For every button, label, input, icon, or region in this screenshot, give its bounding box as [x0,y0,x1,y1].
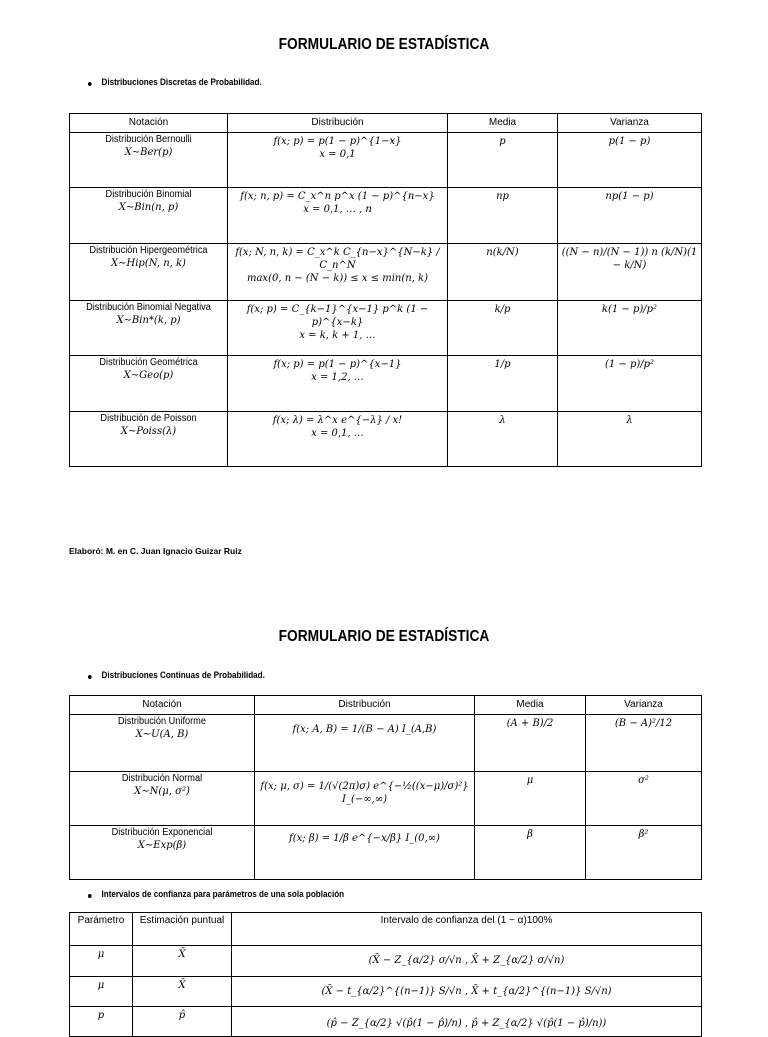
variance-cell: (1 − p)/p² [558,356,702,412]
mean-cell: p [448,133,558,188]
variance-cell: k(1 − p)/p² [558,301,702,356]
header-cell: Estimación puntual [133,913,232,946]
header-cell: Media [475,696,586,715]
mean-cell: λ [448,412,558,467]
table-row [70,244,702,301]
table-row [70,946,702,977]
table-row [70,772,702,826]
mean-cell: 1/p [448,356,558,412]
table-row [70,133,702,188]
section-heading: Distribuciones Discretas de Probabilidad. [88,77,262,87]
header-cell: Media [448,114,558,133]
notation-cell: Distribución Hipergeométrica X∼Hip(N, n, k) [70,244,228,301]
mean-cell: k/p [448,301,558,356]
page-title: FORMULARIO DE ESTADÍSTICA [278,628,490,645]
mean-cell: μ [475,772,586,826]
estimate-cell: X̄ [133,946,232,977]
table-header-row [70,114,702,133]
distribution-cell: f(x; N, n, k) = C_x^k C_{n−x}^{N−k} / C_n^N max(0, n − (N − k)) ≤ x ≤ min(n, k) [228,244,448,301]
variance-cell: σ² [586,772,702,826]
distribution-cell: f(x; μ, σ) = 1/(√(2π)σ) e^{−½((x−μ)/σ)²} I_(−∞,∞) [255,772,475,826]
table-row [70,301,702,356]
table-row [70,1007,702,1037]
variance-cell: np(1 − p) [558,188,702,244]
continuous-distributions-table [69,695,702,880]
header-cell: Distribución [228,114,448,133]
page-title: FORMULARIO DE ESTADÍSTICA [278,36,490,53]
table-header-row [70,913,702,946]
header-cell: Distribución [255,696,475,715]
interval-cell: (p̂ − Z_{α/2} √(p̂(1 − p̂)/n) , p̂ + Z_{α/2} √(p̂(1 − p̂)/n)) [232,1007,702,1037]
confidence-interval-table [69,912,702,1037]
bullet-icon [88,82,92,86]
distribution-cell: f(x; p) = p(1 − p)^{x−1} x = 1,2, … [228,356,448,412]
author-credit: Elaboró: M. en C. Juan Ignacio Guizar Ruiz [69,546,242,556]
table-row [70,356,702,412]
section-heading: Intervalos de confianza para parámetros de una sola población [88,889,344,899]
variance-cell: (B − A)²/12 [586,715,702,772]
table-row [70,977,702,1007]
table-header-row [70,696,702,715]
table-row [70,826,702,880]
parameter-cell: μ [70,977,133,1007]
mean-cell: β [475,826,586,880]
header-cell: Notación [70,114,228,133]
distribution-cell: f(x; p) = p(1 − p)^{1−x} x = 0,1 [228,133,448,188]
notation-cell: Distribución Binomial Negativa X∼Bin*(k, p) [70,301,228,356]
notation-cell: Distribución Normal X∼N(μ, σ²) [70,772,255,826]
distribution-cell: f(x; p) = C_{k−1}^{x−1} p^k (1 − p)^{x−k} x = k, k + 1, … [228,301,448,356]
table-row [70,188,702,244]
notation-cell: Distribución Binomial X∼Bin(n, p) [70,188,228,244]
bullet-icon [88,675,92,679]
interval-cell: (X̄ − t_{α/2}^{(n−1)} S/√n , X̄ + t_{α/2}^{(n−1)} S/√n) [232,977,702,1007]
mean-cell: np [448,188,558,244]
distribution-cell: f(x; n, p) = C_x^n p^x (1 − p)^{n−x} x = 0,1, … , n [228,188,448,244]
mean-cell: (A + B)/2 [475,715,586,772]
header-cell: Varianza [586,696,702,715]
distribution-cell: f(x; λ) = λ^x e^{−λ} / x! x = 0,1, … [228,412,448,467]
header-cell: Varianza [558,114,702,133]
parameter-cell: p [70,1007,133,1037]
notation-cell: Distribución de Poisson X∼Poiss(λ) [70,412,228,467]
variance-cell: β² [586,826,702,880]
discrete-distributions-table [69,113,702,467]
section-heading: Distribuciones Continuas de Probabilidad. [88,670,265,680]
notation-cell: Distribución Uniforme X∼U(A, B) [70,715,255,772]
distribution-cell: f(x; β) = 1/β e^{−x/β} I_(0,∞) [255,826,475,880]
estimate-cell: p̂ [133,1007,232,1037]
notation-cell: Distribución Exponencial X∼Exp(β) [70,826,255,880]
distribution-cell: f(x; A, B) = 1/(B − A) I_(A,B) [255,715,475,772]
header-cell: Intervalo de confianza del (1 − α)100% [232,913,702,946]
table-row [70,715,702,772]
estimate-cell: X̄ [133,977,232,1007]
bullet-icon [88,894,92,898]
table-row [70,412,702,467]
variance-cell: λ [558,412,702,467]
mean-cell: n(k/N) [448,244,558,301]
header-cell: Parámetro [70,913,133,946]
parameter-cell: μ [70,946,133,977]
variance-cell: p(1 − p) [558,133,702,188]
notation-cell: Distribución Geométrica X∼Geo(p) [70,356,228,412]
header-cell: Notación [70,696,255,715]
interval-cell: (X̄ − Z_{α/2} σ/√n , X̄ + Z_{α/2} σ/√n) [232,946,702,977]
notation-cell: Distribución Bernoulli X∼Ber(p) [70,133,228,188]
variance-cell: ((N − n)/(N − 1)) n (k/N)(1 − k/N) [558,244,702,301]
